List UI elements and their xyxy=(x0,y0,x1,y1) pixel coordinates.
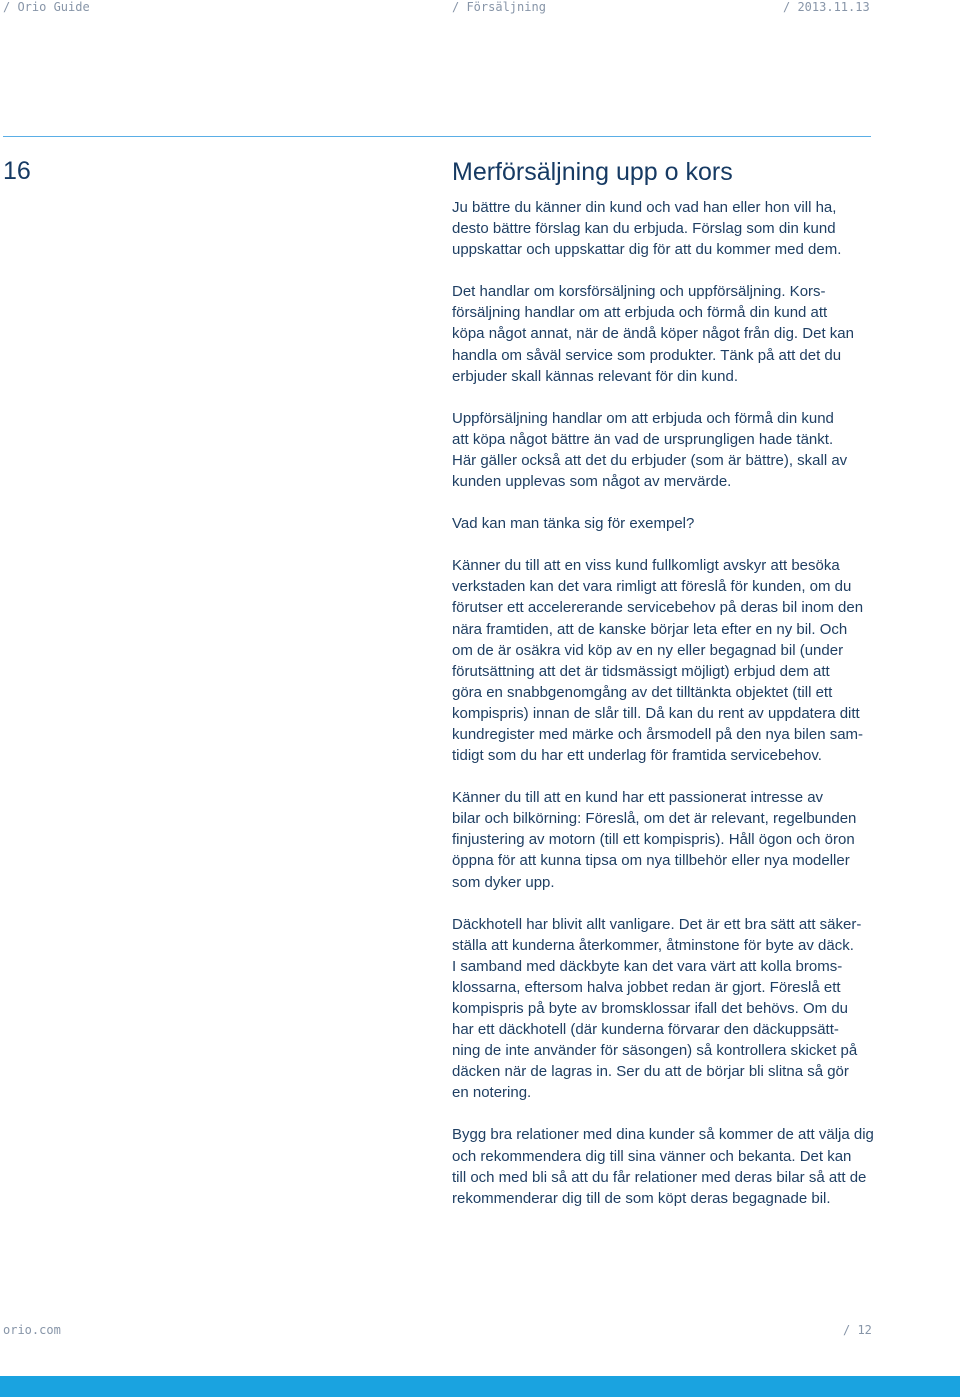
paragraph xyxy=(452,914,877,1104)
text-line: klossarna, eftersom halva jobbet redan är gjort. Föreslå ett xyxy=(452,978,841,996)
header-guide-label: / Orio Guide xyxy=(3,0,90,14)
text-line: till och med bli så att du får relationer med deras bilar så att de xyxy=(452,1168,867,1186)
text-line: Uppförsäljning handlar om att erbjuda och förmå din kund xyxy=(452,409,834,427)
text-line: finjustering av motorn (till ett kompispris). Håll ögon och öron xyxy=(452,831,855,849)
text-line: nära framtiden, att de kanske börjar leta efter en ny bil. Och xyxy=(452,620,848,638)
text-line: erbjuder skall kännas relevant för din kund. xyxy=(452,367,738,385)
text-line: göra en snabbgenomgång av det tilltänkta objektet (till ett xyxy=(452,683,833,701)
text-line: förutser ett accelererande servicebehov på deras bil inom den xyxy=(452,599,864,617)
text-line: Ju bättre du känner din kund och vad han eller hon vill ha, xyxy=(452,199,837,216)
text-line: tidigt som du har ett underlag för framtida servicebehov. xyxy=(452,747,822,765)
text-line: har ett däckhotell (där kunderna förvarar den däckuppsätt- xyxy=(452,1021,839,1039)
text-line: köpa något annat, när de ändå köper något från dig. Det kan xyxy=(452,325,854,343)
top-divider xyxy=(3,136,871,137)
bottom-accent-bar xyxy=(0,1376,960,1397)
text-line: verkstaden kan det vara rimligt att föreslå för kunden, om du xyxy=(452,578,852,596)
text-line: Känner du till att en kund har ett passionerat intresse av xyxy=(452,789,824,807)
footer-page-label: / 12 xyxy=(843,1323,872,1337)
text-line: kunden upplevas som något av mervärde. xyxy=(452,473,732,491)
text-line: Vad kan man tänka sig för exempel? xyxy=(452,515,695,533)
paragraph xyxy=(452,281,877,386)
header-date-label: / 2013.11.13 xyxy=(783,0,870,14)
text-line: desto bättre förslag kan du erbjuda. Förslag som din kund xyxy=(452,220,836,238)
text-line: att köpa något bättre än vad de ursprungligen hade tänkt. xyxy=(452,430,834,448)
text-line: Bygg bra relationer med dina kunder så kommer de att välja dig xyxy=(452,1126,874,1144)
page-title: Merförsäljning upp o kors xyxy=(452,158,733,186)
text-line: Här gäller också att det du erbjuder (som är bättre), skall av xyxy=(452,451,848,469)
text-line: Däckhotell har blivit allt vanligare. Det är ett bra sätt att säker- xyxy=(452,915,862,933)
text-line: uppskattar och uppskattar dig för att du kommer med dem. xyxy=(452,241,842,259)
text-line: ning de inte använder för säsongen) så kontrollera skicket på xyxy=(452,1042,858,1060)
text-line: som dyker upp. xyxy=(452,873,555,891)
paragraph xyxy=(452,408,877,492)
text-line: Känner du till att en viss kund fullkomligt avskyr att besöka xyxy=(452,557,840,575)
text-line: förutsättning att det är tidsmässigt möjligt) erbjud dem att xyxy=(452,662,830,680)
text-line: däcken när de lagras in. Ser du att de börjar bli slitna så gör xyxy=(452,1063,849,1081)
text-line: kompispris) innan de slår till. Då kan du rent av uppdatera ditt xyxy=(452,704,860,722)
text-line: I samband med däckbyte kan det vara värt att kolla broms- xyxy=(452,957,843,975)
footer-site-label: orio.com xyxy=(3,1323,61,1337)
text-line: ställa att kunderna återkommer, åtminstone för byte av däck. xyxy=(452,936,854,954)
text-line: handla om såväl service som produkter. Tänk på att det du xyxy=(452,346,842,364)
paragraph xyxy=(452,513,877,534)
paragraph xyxy=(452,197,877,260)
text-line: försäljning handlar om att erbjuda och förmå din kund att xyxy=(452,304,828,322)
text-line: öppna för att kunna tipsa om nya tillbehör eller nya modeller xyxy=(452,852,850,870)
text-line: kundregister med märke och årsmodell på den nya bilen sam- xyxy=(452,725,864,743)
header-section-label: / Försäljning xyxy=(452,0,546,14)
text-line: kompispris på byte av bromsklossar ifall det behövs. Om du xyxy=(452,1000,848,1017)
text-line: rekommenderar dig till de som köpt deras begagnade bil. xyxy=(452,1189,831,1207)
text-line: om de är osäkra vid köp av en ny eller begagnad bil (under xyxy=(452,641,844,659)
text-line: bilar och bilkörning: Föreslå, om det är relevant, regelbunden xyxy=(452,810,857,828)
paragraph xyxy=(452,1124,877,1208)
text-line: och rekommendera dig till sina vänner och bekanta. Det kan xyxy=(452,1147,852,1165)
page-number: 16 xyxy=(3,157,31,185)
paragraph xyxy=(452,555,877,766)
article-body xyxy=(452,197,877,1230)
paragraph xyxy=(452,787,877,892)
text-line: Det handlar om korsförsäljning och uppförsäljning. Kors- xyxy=(452,283,826,301)
text-line: en notering. xyxy=(452,1084,532,1102)
